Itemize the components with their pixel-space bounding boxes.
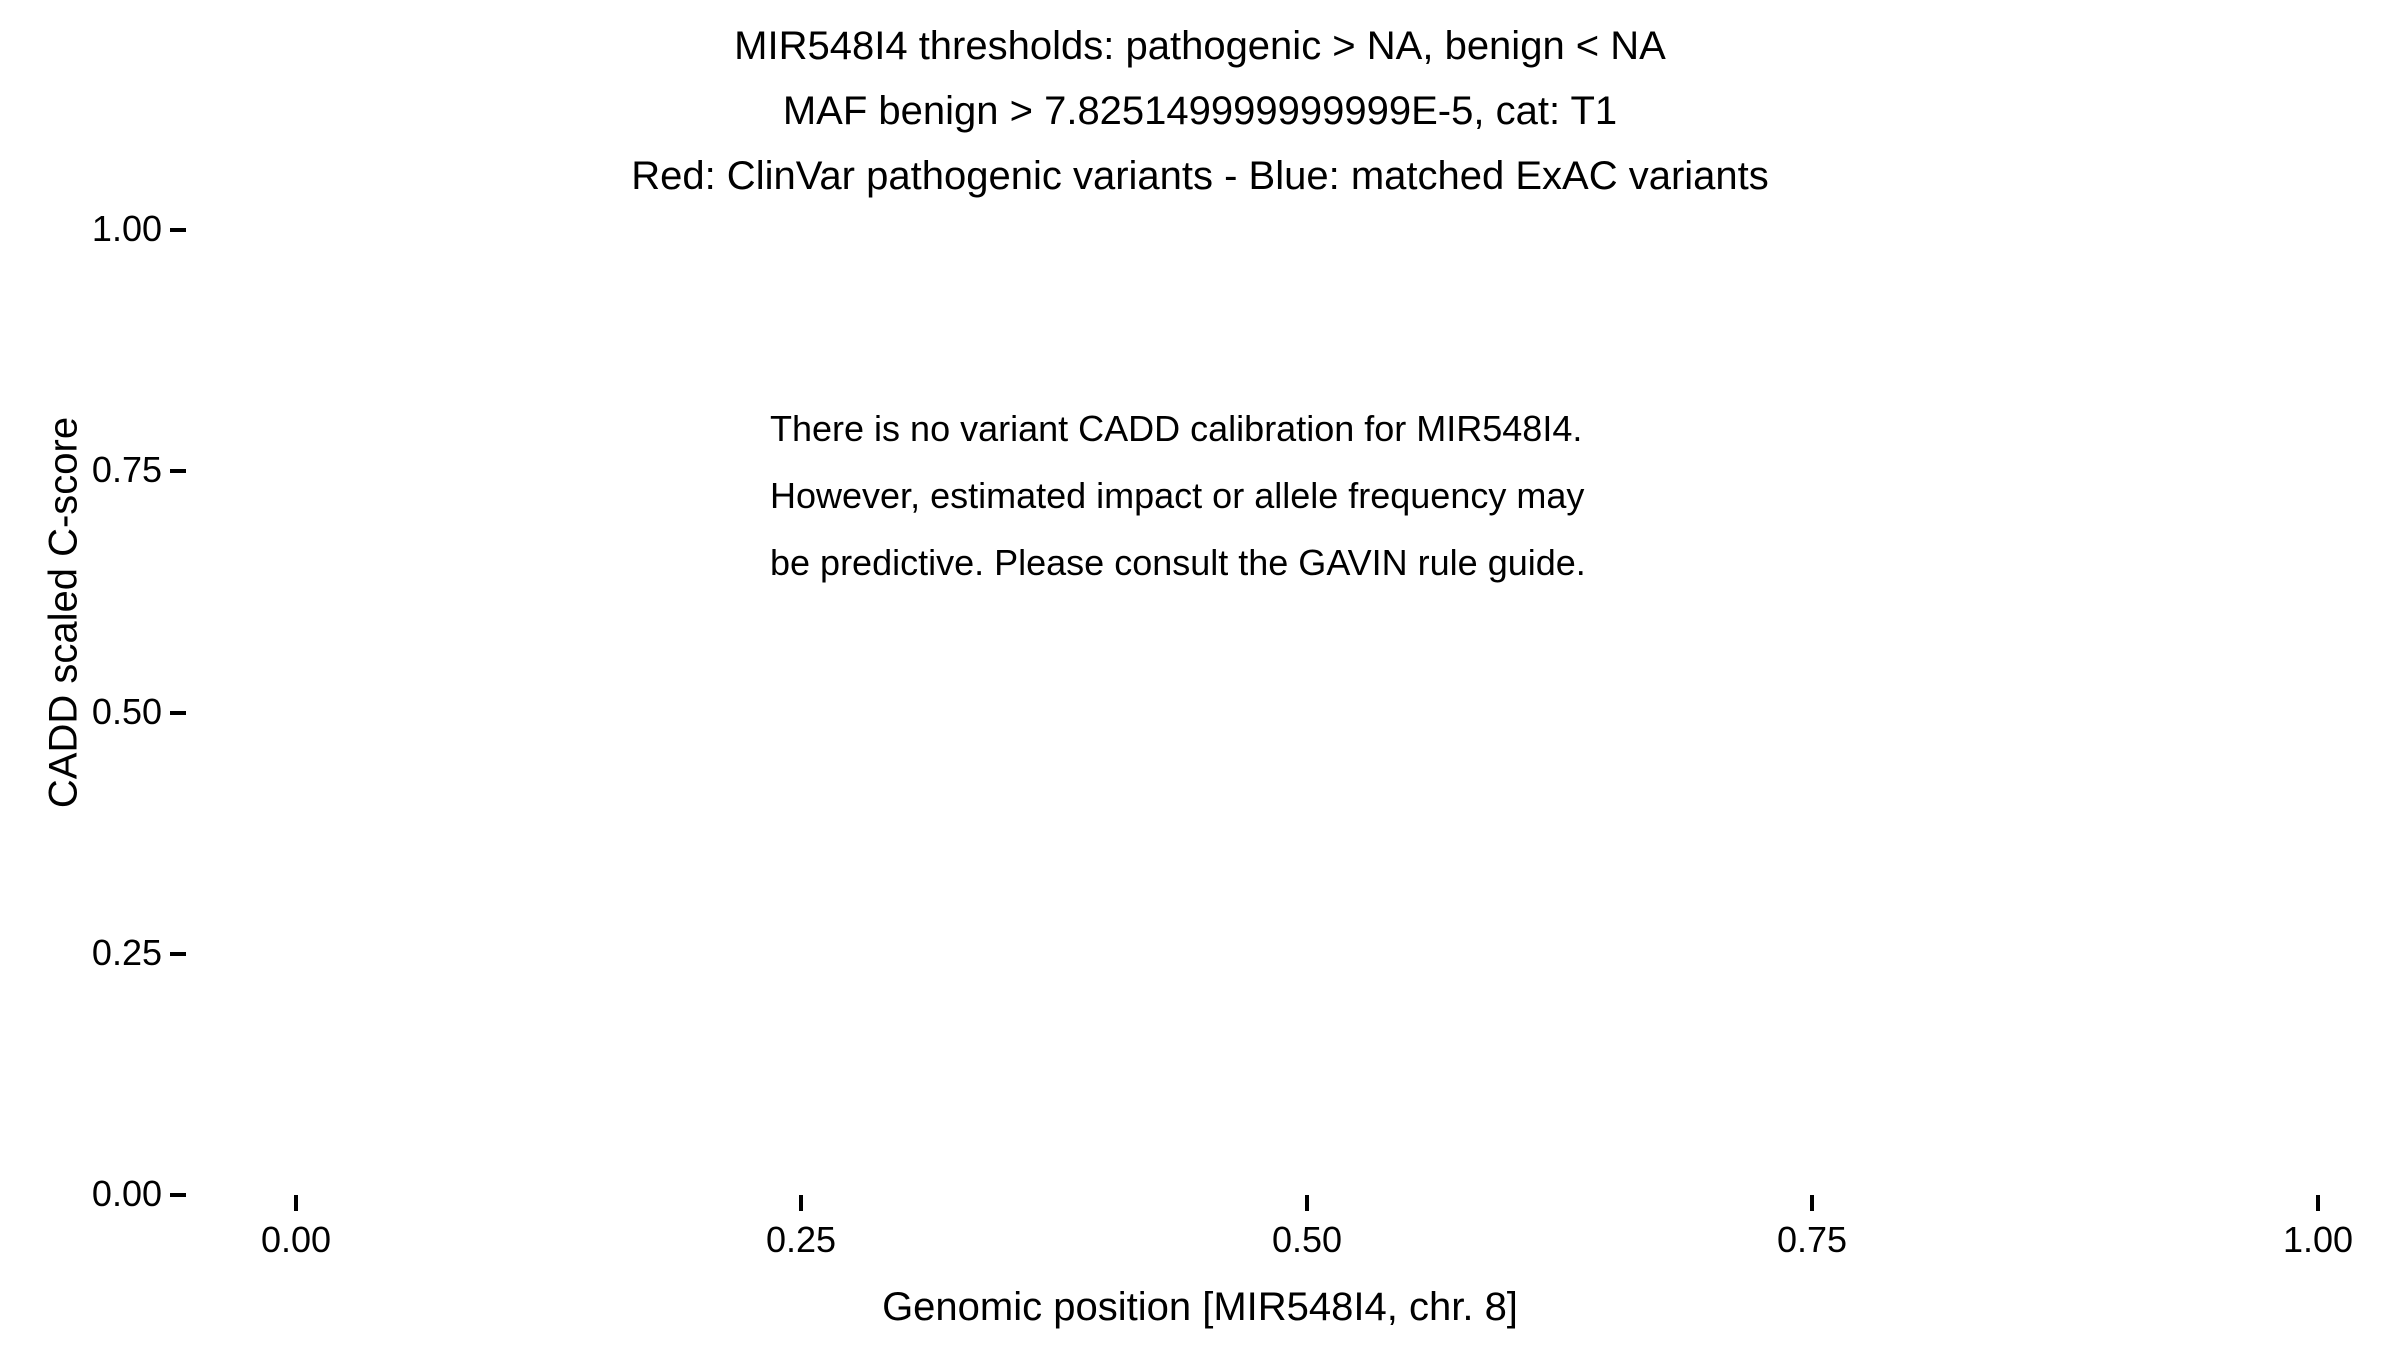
x-tick-mark [799,1195,803,1211]
plot-panel [196,175,2356,1195]
plot-annotation-line-2: However, estimated impact or allele frequency may [770,475,1585,516]
y-tick-label: 0.00 [91,1173,162,1214]
y-tick-label: 0.25 [91,932,162,973]
x-tick-mark [1305,1195,1309,1211]
y-tick-mark [170,952,186,956]
y-axis-label: CADD scaled C-score [41,416,86,809]
x-tick-label: 0.75 [1776,1219,1848,1260]
y-tick-mark [170,1193,186,1197]
y-tick-mark [170,469,186,473]
x-tick-label: 0.25 [765,1219,837,1260]
chart-title-line-3: Red: ClinVar pathogenic variants - Blue: matched ExAC variants [631,154,1769,198]
y-tick-label: 0.50 [91,691,162,732]
x-tick-label: 0.50 [1271,1219,1343,1260]
y-tick-label: 0.75 [91,449,162,490]
x-tick-mark [2316,1195,2320,1211]
y-tick-mark [170,711,186,715]
x-tick-mark [294,1195,298,1211]
plot-annotation-line-1: There is no variant CADD calibration for MIR548I4. [770,408,1583,449]
plot-annotation [770,395,1870,596]
plot-annotation-line-3: be predictive. Please consult the GAVIN rule guide. [770,542,1586,583]
y-tick-label: 1.00 [91,208,162,249]
chart-title-line-2: MAF benign > 7.825149999999999E-5, cat: T1 [782,89,1618,133]
x-tick-label: 1.00 [2282,1219,2354,1260]
x-tick-mark [1810,1195,1814,1211]
y-tick-mark [170,228,186,232]
chart-title-line-1: MIR548I4 thresholds: pathogenic > NA, benign < NA [734,24,1666,68]
x-axis-label: Genomic position [MIR548I4, chr. 8] [882,1285,1518,1329]
x-tick-label: 0.00 [260,1219,332,1260]
